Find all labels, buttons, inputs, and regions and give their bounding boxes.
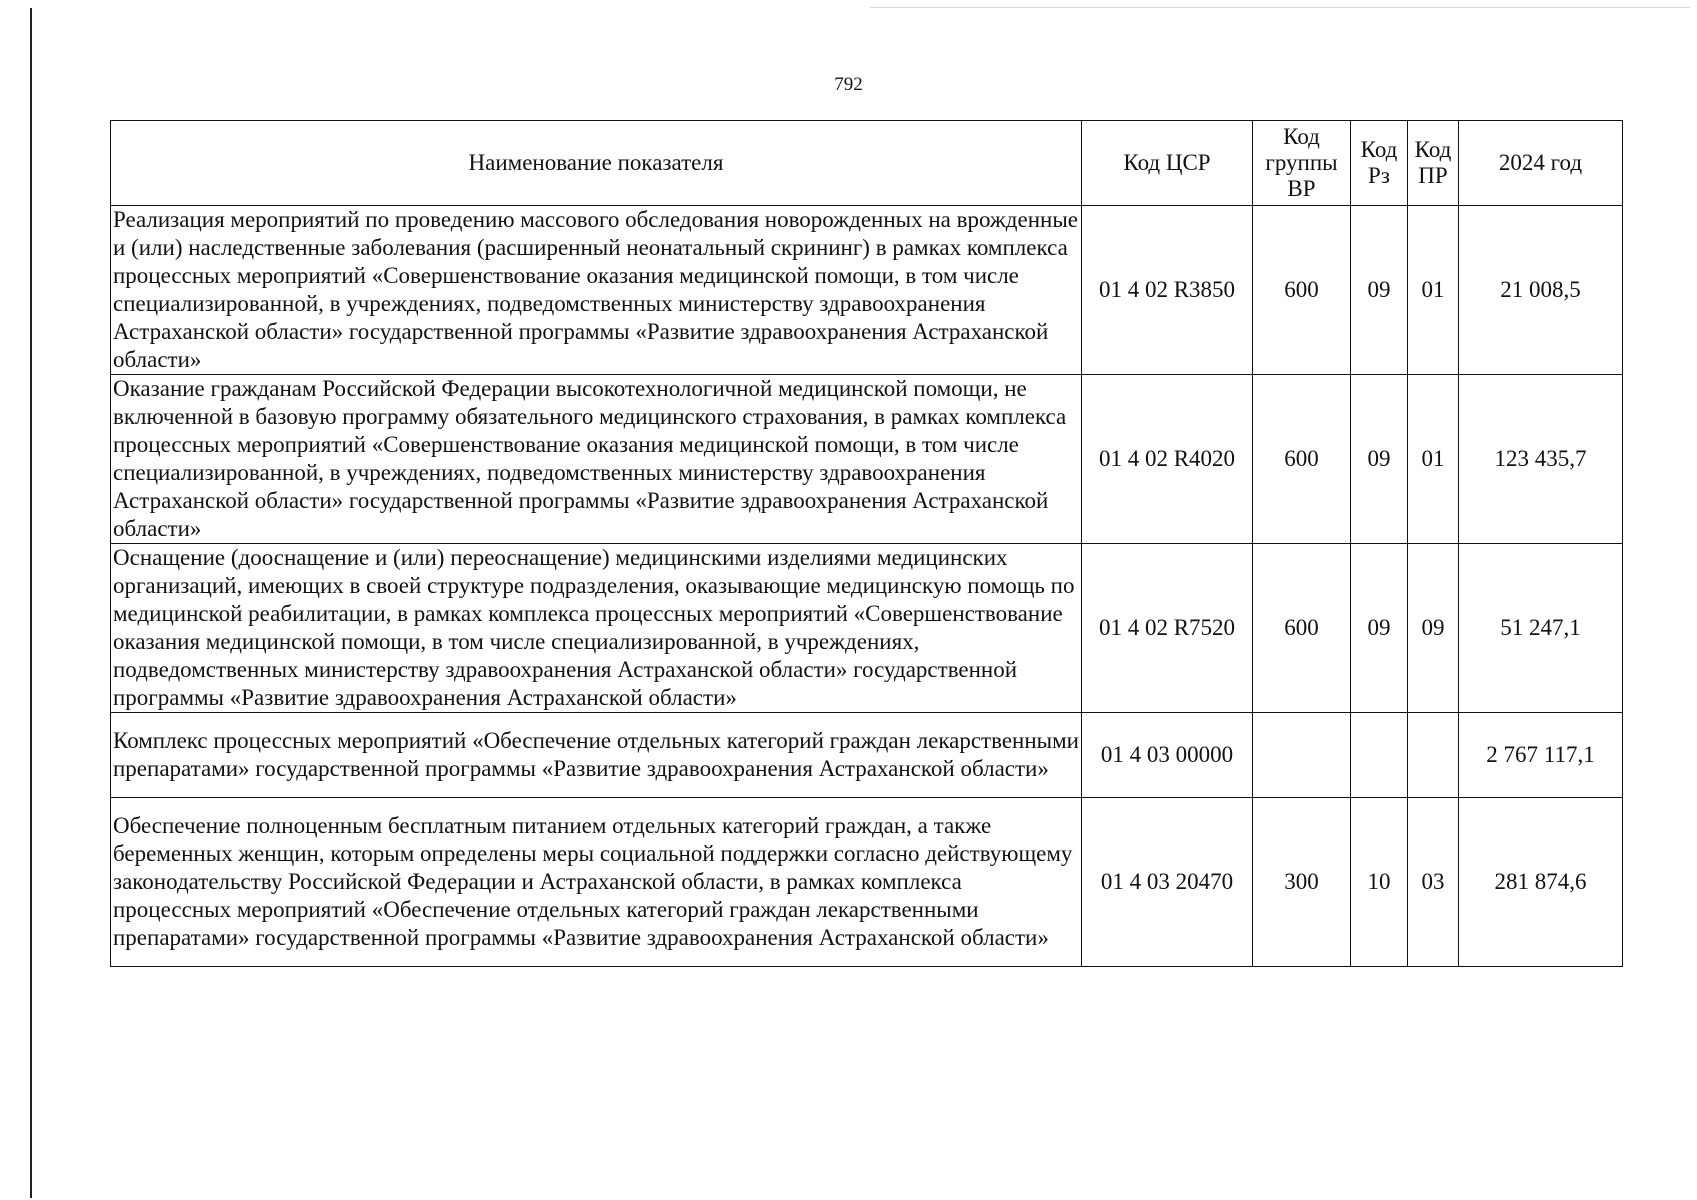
row-csr: 01 4 02 R3850 <box>1082 206 1253 375</box>
row-csr: 01 4 03 00000 <box>1082 713 1253 798</box>
table-row <box>111 544 1623 713</box>
row-amount: 21 008,5 <box>1459 206 1623 375</box>
row-vr: 600 <box>1253 206 1351 375</box>
row-amount: 281 874,6 <box>1459 798 1623 967</box>
row-rz <box>1351 713 1408 798</box>
row-name: Оснащение (дооснащение и (или) переоснащение) медицинскими изделиями медицинских организаций, имеющих в своей структуре подразделения, оказывающие медицинскую помощь по медицинской реабилитации, в рамках комплекса процессных мероприятий «Совершенствование оказания медицинской помощи, в том числе специализированной, в учреждениях, подведомственных министерству здравоохранения Астраханской области» государственной программы «Развитие здравоохранения Астраханской области» <box>111 544 1082 713</box>
row-amount: 51 247,1 <box>1459 544 1623 713</box>
row-pr <box>1408 713 1459 798</box>
row-rz: 10 <box>1351 798 1408 967</box>
row-pr: 01 <box>1408 375 1459 544</box>
row-rz: 09 <box>1351 544 1408 713</box>
row-csr: 01 4 02 R4020 <box>1082 375 1253 544</box>
row-vr: 600 <box>1253 375 1351 544</box>
table-row <box>111 713 1623 798</box>
header-rz: Код Рз <box>1351 121 1408 206</box>
page-number: 792 <box>834 74 863 95</box>
row-pr: 03 <box>1408 798 1459 967</box>
row-pr: 09 <box>1408 544 1459 713</box>
budget-table <box>110 120 1623 967</box>
row-pr: 01 <box>1408 206 1459 375</box>
row-vr <box>1253 713 1351 798</box>
row-name: Реализация мероприятий по проведению массового обследования новорожденных на врожденные и (или) наследственные заболевания (расширенный неонатальный скрининг) в рамках комплекса процессных мероприятий «Совершенствование оказания медицинской помощи, в том числе специализированной, в учреждениях, подведомственных министерству здравоохранения Астраханской области» государственной программы «Развитие здравоохранения Астраханской области» <box>111 206 1082 375</box>
row-csr: 01 4 03 20470 <box>1082 798 1253 967</box>
header-csr: Код ЦСР <box>1082 121 1253 206</box>
row-vr: 300 <box>1253 798 1351 967</box>
row-amount: 2 767 117,1 <box>1459 713 1623 798</box>
scan-top-line <box>870 7 1690 8</box>
row-csr: 01 4 02 R7520 <box>1082 544 1253 713</box>
scan-margin-line <box>30 8 32 1198</box>
row-vr: 600 <box>1253 544 1351 713</box>
row-name: Обеспечение полноценным бесплатным питанием отдельных категорий граждан, а также беременных женщин, которым определены меры социальной поддержки согласно действующему законодательству Российской Федерации и Астраханской области, в рамках комплекса процессных мероприятий «Обеспечение отдельных категорий граждан лекарственными препаратами» государственной программы «Развитие здравоохранения Астраханской области» <box>111 798 1082 967</box>
header-name: Наименование показателя <box>111 121 1082 206</box>
table-row <box>111 798 1623 967</box>
table-header-row <box>111 121 1623 206</box>
table-row <box>111 375 1623 544</box>
row-amount: 123 435,7 <box>1459 375 1623 544</box>
table-row <box>111 206 1623 375</box>
header-year: 2024 год <box>1459 121 1623 206</box>
row-name: Комплекс процессных мероприятий «Обеспечение отдельных категорий граждан лекарственными препаратами» государственной программы «Развитие здравоохранения Астраханской области» <box>111 713 1082 798</box>
row-rz: 09 <box>1351 206 1408 375</box>
header-pr: Код ПР <box>1408 121 1459 206</box>
row-rz: 09 <box>1351 375 1408 544</box>
row-name: Оказание гражданам Российской Федерации высокотехнологичной медицинской помощи, не включенной в базовую программу обязательного медицинского страхования, в рамках комплекса процессных мероприятий «Совершенствование оказания медицинской помощи, в том числе специализированной, в учреждениях, подведомственных министерству здравоохранения Астраханской области» государственной программы «Развитие здравоохранения Астраханской области» <box>111 375 1082 544</box>
header-vr: Код группы ВР <box>1253 121 1351 206</box>
